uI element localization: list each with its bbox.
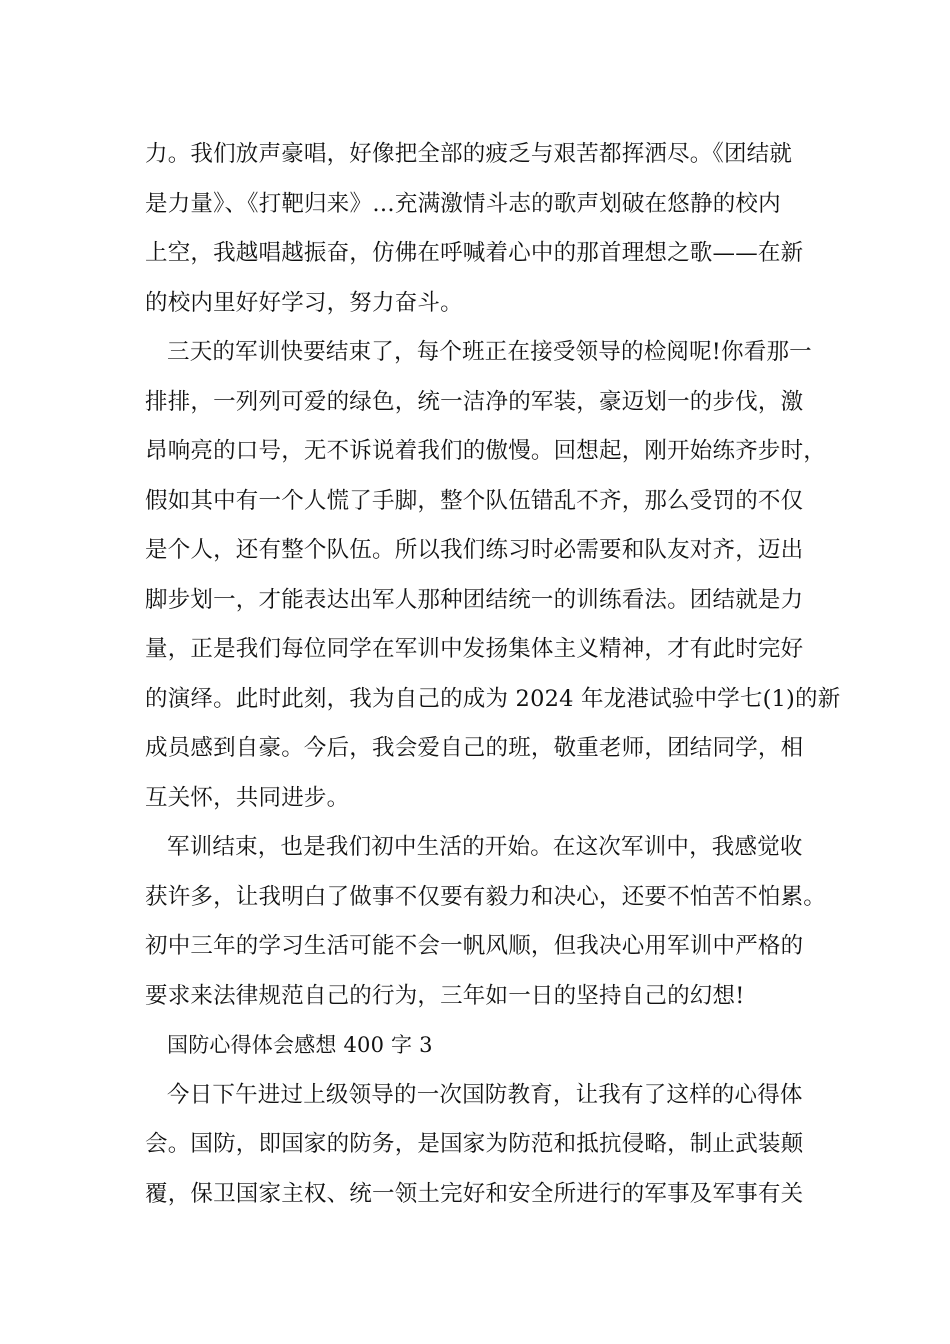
document-body: [145, 130, 841, 1219]
text-line: 昂响亮的口号，无不诉说着我们的傲慢。回想起，刚开始练齐步时，: [145, 438, 827, 464]
text-line: 的演绎。此时此刻，我为自己的成为 2024 年龙港试验中学七(1)的新: [145, 685, 841, 712]
text-line: 假如其中有一个人慌了手脚，整个队伍错乱不齐，那么受罚的不仅: [145, 487, 804, 514]
text-line: 排排，一列列可爱的绿色，统一洁净的军装，豪迈划一的步伐，激: [145, 388, 804, 415]
text-line: 军训结束，也是我们初中生活的开始。在这次军训中，我感觉收: [167, 834, 803, 860]
text-line: 的校内里好好学习，努力奋斗。: [145, 289, 463, 316]
text-line: 量，正是我们每位同学在军训中发扬集体主义精神，才有此时完好: [145, 636, 804, 662]
text-line: 今日下午进过上级领导的一次国防教育，让我有了这样的心得体: [167, 1081, 803, 1108]
text-line: 是个人，还有整个队伍。所以我们练习时必需要和队友对齐，迈出: [145, 537, 804, 563]
text-line: 上空，我越唱越振奋，仿佛在呼喊着心中的那首理想之歌——在新: [145, 240, 804, 266]
text-line: 覆，保卫国家主权、统一领土完好和安全所进行的军事及军事有关: [145, 1180, 804, 1207]
text-line: 互关怀，共同进步。: [145, 784, 350, 811]
text-line: 是力量》、《打靶归来》…充满激情斗志的歌声划破在悠静的校内: [145, 190, 781, 217]
text-line: 脚步划一，才能表达出军人那种团结统一的训练看法。团结就是力: [145, 586, 804, 613]
text-line: 要求来法律规范自己的行为，三年如一日的坚持自己的幻想!: [145, 982, 745, 1009]
text-line: 力。我们放声豪唱，好像把全部的疲乏与艰苦都挥洒尽。《团结就: [145, 141, 793, 167]
text-line: 会。国防，即国家的防务，是国家为防范和抵抗侵略，制止武装颠: [145, 1131, 804, 1157]
text-line: 初中三年的学习生活可能不会一帆风顺，但我决心用军训中严格的: [145, 933, 804, 959]
text-line: 成员感到自豪。今后，我会爱自己的班，敬重老师，团结同学，相: [145, 735, 804, 761]
section-heading: 国防心得体会感想 400 字 3: [167, 1033, 433, 1057]
text-line: 获许多，让我明白了做事不仅要有毅力和决心，还要不怕苦不怕累。: [145, 883, 827, 910]
text-line: 三天的军训快要结束了，每个班正在接受领导的检阅呢!你看那一: [167, 339, 812, 365]
